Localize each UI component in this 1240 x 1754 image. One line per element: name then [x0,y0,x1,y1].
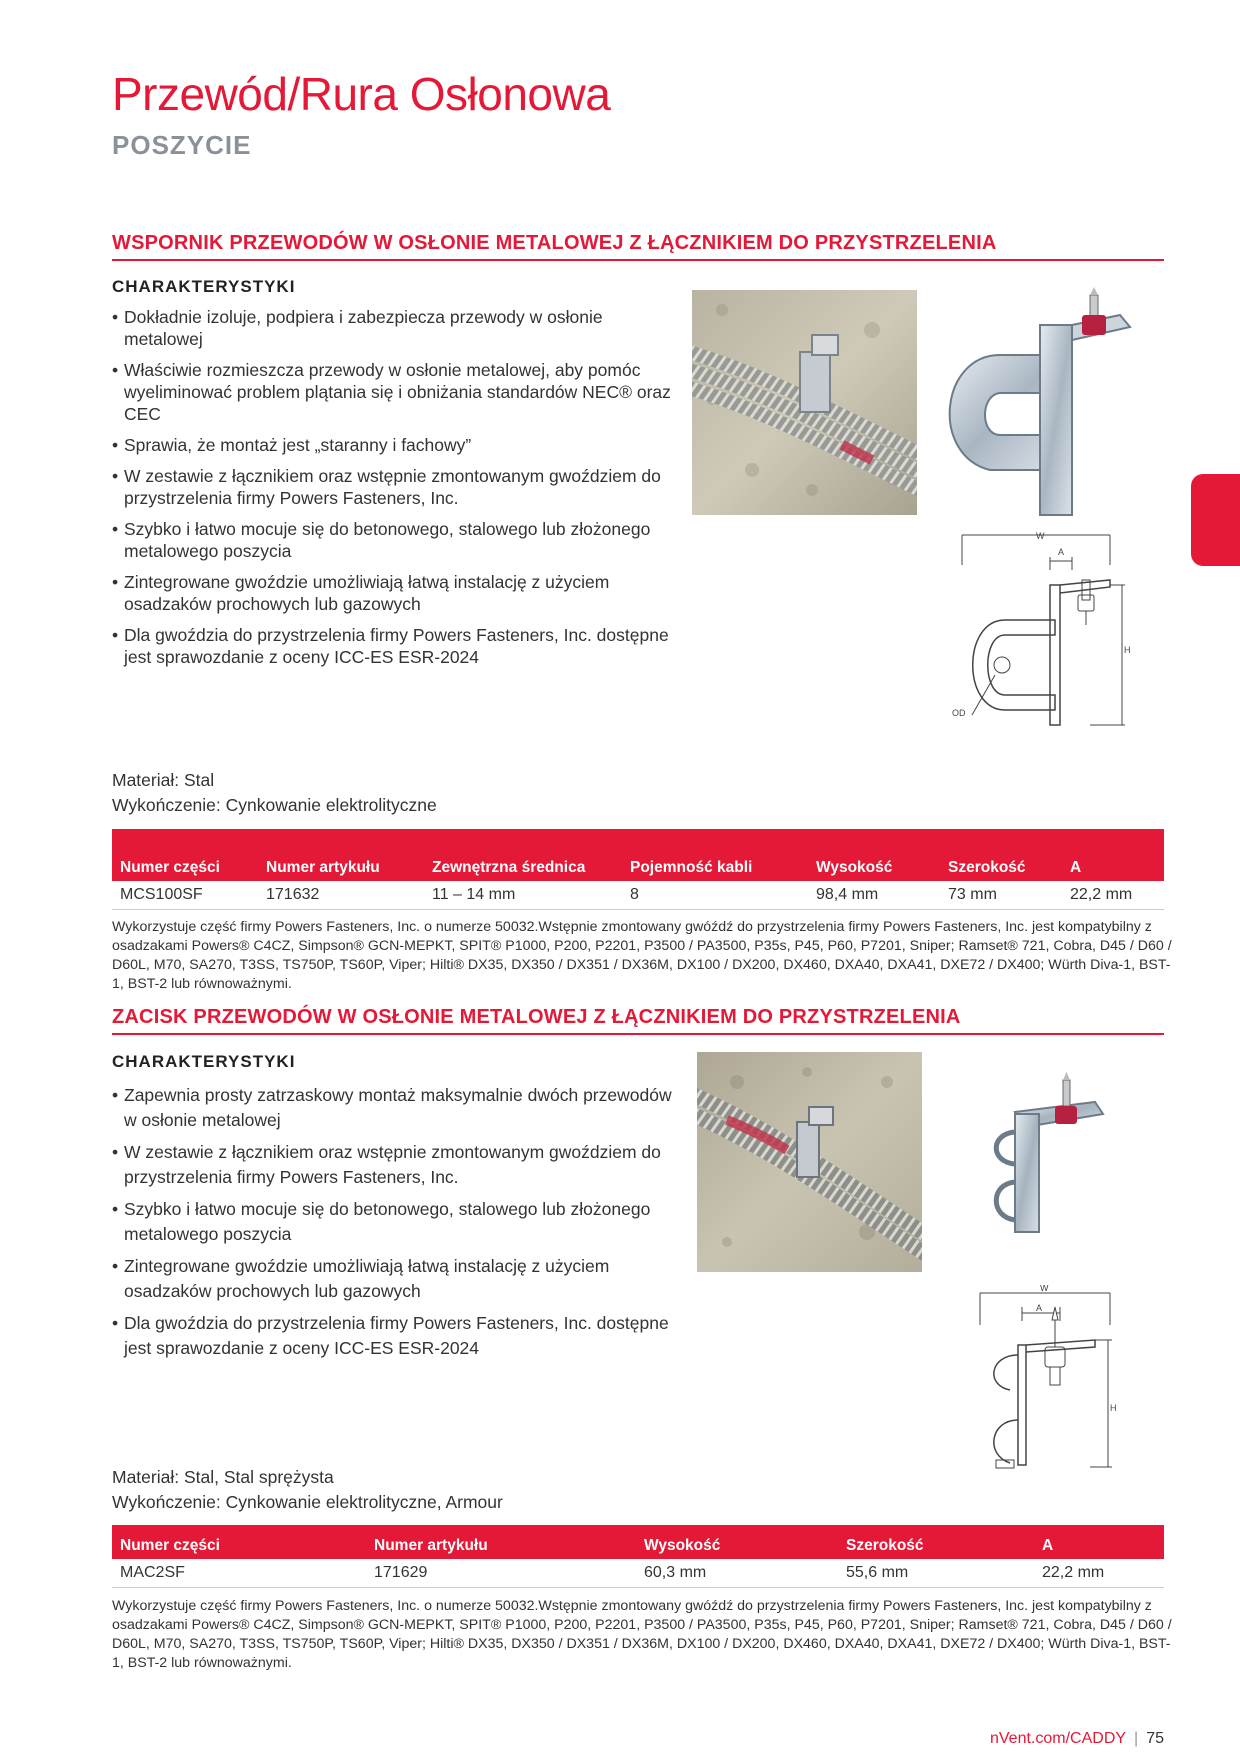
table-header: Numer artykułu [258,829,424,881]
table-header: Numer części [112,829,258,881]
section1-spec-table [112,829,1164,910]
table-cell: 22,2 mm [1034,1559,1164,1588]
section2-features-heading: CHARAKTERYSTYKI [112,1052,296,1071]
list-item: • W zestawie z łącznikiem oraz wstępnie zmontowanym gwoździem do przystrzelenia firmy Powers Fasteners, Inc. [112,465,672,509]
installation-photo-2 [697,1052,922,1272]
table-header: Numer artykułu [366,1525,636,1559]
table-cell: 11 – 14 mm [424,881,622,910]
table-header: Szerokość [838,1525,1034,1559]
list-item: • Dla gwoździa do przystrzelenia firmy Powers Fasteners, Inc. dostępne jest sprawozdanie z oceny ICC-ES ESR-2024 [112,1311,672,1361]
section1-footnote: Wykorzystuje część firmy Powers Fasteners, Inc. o numerze 50032.Wstępnie zmontowany gwóźdź do przystrzelenia firmy Powers Fasteners, Inc. jest kompatybilny z osadzakami Powers® C4CZ, Simpson® GCN-MEPKT, SPIT® P1000, P200, P2201, P3500 / PA3500, P35s, P45, P60, P7201, Sniper; Ramset® 721, Cobra, D45 / D60 / D60L, M70, SA270, T3SS, TS750P, TS60P, Viper; Hilti® DX35, DX350 / DX351 / DX36M, DX100 / DX200, DX460, DXA40, DXA41, DXE72 / DX400; Würth Diva-1, BST-1, BST-2 lub równoważnymi. [112,919,1172,992]
table-header: A [1034,1525,1164,1559]
table-cell: 55,6 mm [838,1559,1034,1588]
table-header: Szerokość [940,829,1062,881]
list-item: • Sprawia, że montaż jest „staranny i fachowy” [112,434,672,456]
table-cell: MCS100SF [112,881,258,910]
table-cell: 60,3 mm [636,1559,838,1588]
list-item: • Właściwie rozmieszcza przewody w osłonie metalowej, aby pomóc wyeliminować problem plątania się i obniżania standardów NEC® oraz CEC [112,359,672,425]
list-item: • Dokładnie izoluje, podpiera i zabezpiecza przewody w osłonie metalowej [112,306,672,350]
page-footer [990,1730,1164,1748]
product-image-2 [985,1072,1120,1242]
page-number: 75 [1146,1730,1164,1747]
table-header: A [1062,829,1164,881]
dimension-diagram-1 [950,525,1140,730]
table-cell: 22,2 mm [1062,881,1164,910]
page-title: Przewód/Rura Osłonowa [112,68,611,120]
section1-heading: WSPORNIK PRZEWODÓW W OSŁONIE METALOWEJ Z ŁĄCZNIKIEM DO PRZYSTRZELENIA [112,232,1164,261]
list-item: • Szybko i łatwo mocuje się do betonowego, stalowego lub złożonego metalowego poszycia [112,1197,672,1247]
diagram1-label-a: A [1058,547,1065,557]
table-header: Zewnętrzna średnica [424,829,622,881]
section2-features-list [112,1083,672,1368]
side-tab [1191,474,1240,566]
diagram1-label-od: OD [952,708,966,718]
table-cell: 73 mm [940,881,1062,910]
table-header-row [112,829,1164,881]
page-subtitle: POSZYCIE [112,130,252,160]
table-header-row [112,1525,1164,1559]
section1-features-list [112,306,672,677]
table-row [112,881,1164,910]
section2-material: Materiał: Stal, Stal sprężysta [112,1467,334,1487]
section1-finish: Wykończenie: Cynkowanie elektrolityczne [112,795,437,815]
section1-features-heading: CHARAKTERYSTYKI [112,277,296,296]
list-item: • Zintegrowane gwoździe umożliwiają łatwą instalację z użyciem osadzaków prochowych lub gazowych [112,571,672,615]
diagram1-label-w: W [1036,531,1045,541]
list-item: • Zapewnia prosty zatrzaskowy montaż maksymalnie dwóch przewodów w osłonie metalowej [112,1083,672,1133]
footer-separator: | [1134,1730,1139,1747]
list-item: • W zestawie z łącznikiem oraz wstępnie zmontowanym gwoździem do przystrzelenia firmy Powers Fasteners, Inc. [112,1140,672,1190]
list-item: • Zintegrowane gwoździe umożliwiają łatwą instalację z użyciem osadzaków prochowych lub gazowych [112,1254,672,1304]
diagram2-label-h: H [1110,1403,1117,1413]
section2-footnote: Wykorzystuje część firmy Powers Fasteners, Inc. o numerze 50032.Wstępnie zmontowany gwóźdź do przystrzelenia firmy Powers Fasteners, Inc. jest kompatybilny z osadzakami Powers® C4CZ, Simpson® GCN-MEPKT, SPIT® P1000, P200, P2201, P3500 / PA3500, P35s, P45, P60, P7201, Sniper; Ramset® 721, Cobra, D45 / D60 / D60L, M70, SA270, T3SS, TS750P, TS60P, Viper; Hilti® DX35, DX350 / DX351 / DX36M, DX100 / DX200, DX460, DXA40, DXA41, DXE72 / DX400; Würth Diva-1, BST-1, BST-2 lub równoważnymi. [112,1598,1172,1671]
table-header: Pojemność kabli [622,829,808,881]
dimension-diagram-2 [960,1285,1125,1475]
table-header: Wysokość [636,1525,838,1559]
diagram2-label-w: W [1040,1285,1049,1293]
list-item: • Dla gwoździa do przystrzelenia firmy Powers Fasteners, Inc. dostępne jest sprawozdanie z oceny ICC-ES ESR-2024 [112,624,672,668]
table-cell: 98,4 mm [808,881,940,910]
diagram1-label-h: H [1124,645,1131,655]
section1-material: Materiał: Stal [112,770,215,790]
table-cell: 171629 [366,1559,636,1588]
list-item: • Szybko i łatwo mocuje się do betonowego, stalowego lub złożonego metalowego poszycia [112,518,672,562]
table-cell: MAC2SF [112,1559,366,1588]
table-header: Numer części [112,1525,366,1559]
section2-heading: ZACISK PRZEWODÓW W OSŁONIE METALOWEJ Z ŁĄCZNIKIEM DO PRZYSTRZELENIA [112,1006,1164,1035]
table-row [112,1559,1164,1588]
section2-spec-table [112,1525,1164,1588]
table-cell: 171632 [258,881,424,910]
section2-finish: Wykończenie: Cynkowanie elektrolityczne, Armour [112,1492,503,1512]
product-image-1 [930,285,1140,520]
installation-photo-1 [692,290,917,515]
footer-url[interactable]: nVent.com/CADDY [989,1730,1127,1747]
table-header: Wysokość [808,829,940,881]
diagram2-label-a: A [1036,1303,1043,1313]
table-cell: 8 [622,881,808,910]
